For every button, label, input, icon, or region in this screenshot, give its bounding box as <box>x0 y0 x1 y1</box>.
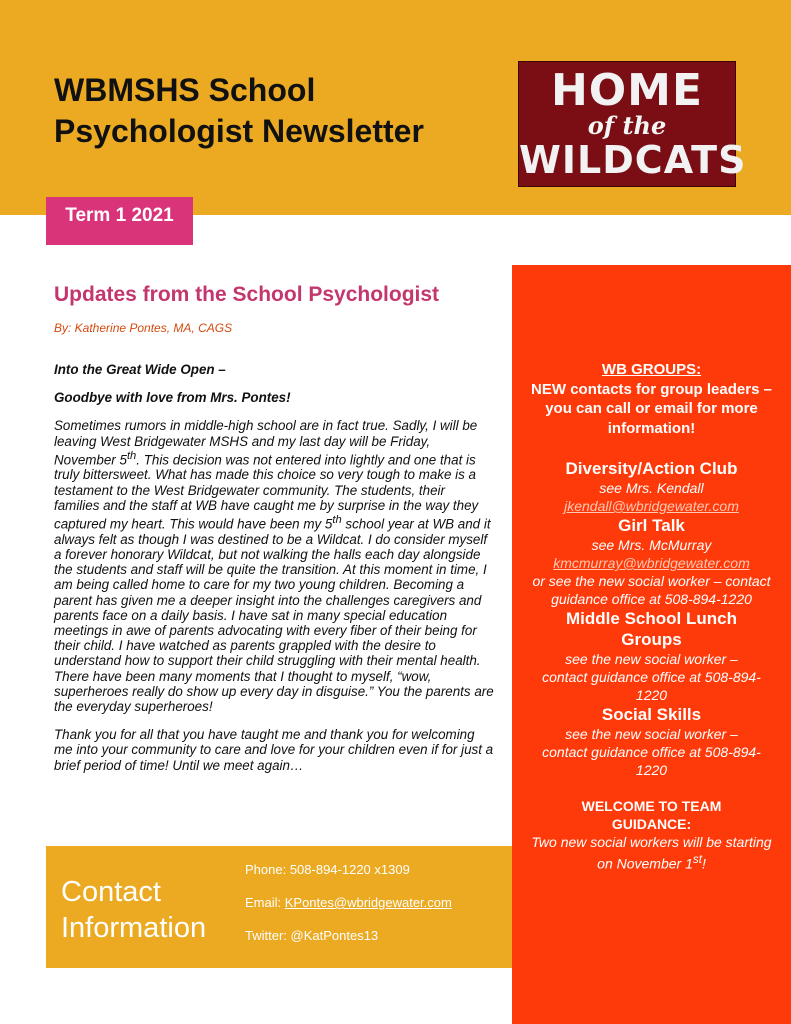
group-name-social-skills: Social Skills <box>601 705 702 724</box>
group-email-girl-talk[interactable]: kmcmurray@wbridgewater.com <box>553 555 750 571</box>
contact-title: Contact Information <box>61 876 207 944</box>
article-lead-subtitle: Goodbye with love from Mrs. Pontes! <box>54 390 291 406</box>
contact-twitter: Twitter: @KatPontes13 <box>245 928 379 943</box>
p1-text-a: Sometimes rumors in middle-high school are in fact true. Sadly, I will be leaving West Bridgewater MSHS and my last day will be Friday, November 5 <box>54 418 478 468</box>
article-lead-title: Into the Great Wide Open – <box>54 362 226 377</box>
term-badge: Term 1 2021 <box>46 197 193 245</box>
article-heading: Updates from the School Psychologist <box>54 283 440 306</box>
article-byline: By: Katherine Pontes, MA, CAGS <box>54 321 233 335</box>
article-body <box>54 362 494 786</box>
home-of-the-wildcats-logo <box>518 61 747 187</box>
p1-text-c: school year at WB and it always felt as though I was destined to be a Wildcat. I do consider myself a forever honorary Wildcat, but not walking the halls each day alongside the students and staff will be quite the transition. At this moment in time, I am being called home to care for my two young children. Becoming a parent has given me a deeper insight into the challenges caregivers and parents face on a daily basis. I have sat in many special education meetings in awe of parents advocating with every fiber of their being for their child. I have watched as parents grappled with the desire to understand how to support their child struggling with their mental health. There have been many moments that I thought to myself, “wow, superheroes really do show up every day in disguise.” You the parents are the everyday superheroes! <box>54 516 494 714</box>
welcome-text-main: Two new social workers will be starting on November 1 <box>531 834 772 872</box>
group-email-diversity[interactable]: jkendall@wbridgewater.com <box>564 498 739 514</box>
p1-sup-1: th <box>126 449 137 462</box>
group-note-diversity: see Mrs. Kendall <box>599 480 704 496</box>
p1-sup-2: th <box>332 514 342 527</box>
groups-title-block <box>526 360 777 438</box>
article-paragraph-1 <box>54 418 494 714</box>
groups-title: WB GROUPS: <box>601 361 702 378</box>
article-paragraph-2: Thank you for all that you have taught me and thank you for welcoming me into your community to care and love for your children even if for just a brief period of time! Until we meet again… <box>54 727 494 773</box>
logo-line-of-the: of the <box>587 111 667 140</box>
contact-information-box <box>46 846 512 968</box>
group-note-social-skills: see the new social worker – contact guidance office at 508-894-1220 <box>542 726 761 778</box>
group-note-lunch-groups: see the new social worker – contact guidance office at 508-894-1220 <box>542 651 761 703</box>
logo-line-home: HOME <box>550 65 704 116</box>
contact-email-link[interactable]: KPontes@wbridgewater.com <box>284 895 452 910</box>
group-note-girl-talk: see Mrs. McMurray <box>591 537 712 553</box>
welcome-text <box>524 833 779 873</box>
group-name-lunch-groups: Middle School Lunch Groups <box>566 609 737 649</box>
welcome-text-end: ! <box>701 855 706 872</box>
welcome-sup: st <box>692 853 702 866</box>
welcome-title: WELCOME TO TEAM GUIDANCE: <box>581 798 722 832</box>
group-extra-girl-talk: or see the new social worker – contact guidance office at 508-894-1220 <box>532 573 771 607</box>
p1-text-b: . This decision was not entered into lightly and one that is truly bittersweet. What has made this choice so very tough to make is a testament to the West Bridgewater community. The students, their families and the staff at WB have caught me by surprise in the way they captured my heart. This would have been my 5 <box>54 452 479 532</box>
contact-phone: Phone: 508-894-1220 x1309 <box>245 862 410 877</box>
groups-intro: NEW contacts for group leaders – you can call or email for more information! <box>531 380 772 437</box>
groups-sidebar-content <box>512 360 791 873</box>
group-name-girl-talk: Girl Talk <box>618 516 685 535</box>
contact-email-label: Email: <box>245 895 285 910</box>
newsletter-title: WBMSHS School Psychologist Newsletter <box>54 72 424 149</box>
contact-email-line <box>245 895 452 928</box>
groups-sidebar <box>512 265 791 1024</box>
contact-details <box>245 862 452 961</box>
logo-line-wildcats: WILDCATS <box>519 138 747 182</box>
group-name-diversity: Diversity/Action Club <box>565 459 738 478</box>
